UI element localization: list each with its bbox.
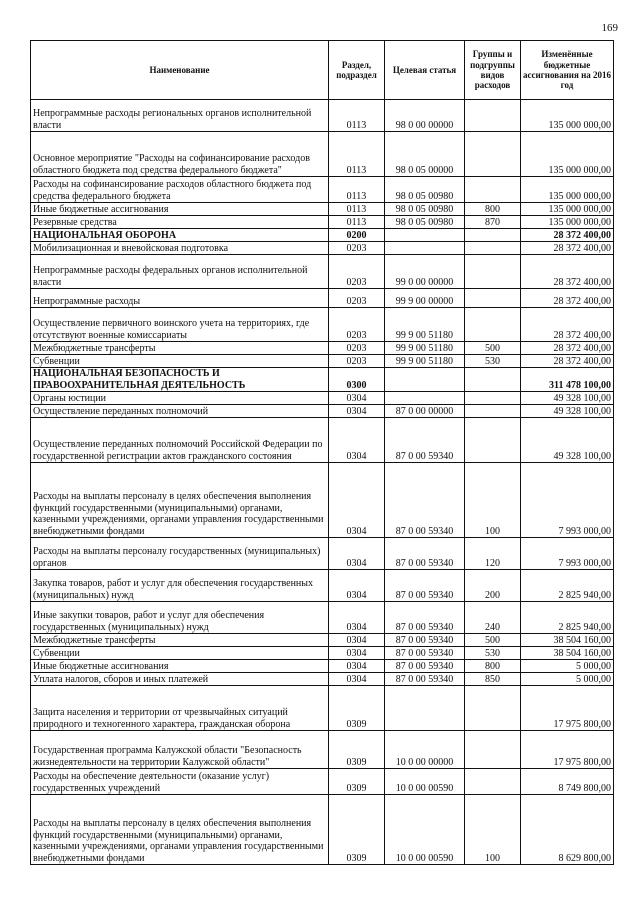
cell-name: Межбюджетные трансферты (31, 634, 329, 647)
cell-group: 530 (465, 647, 521, 660)
table-row (31, 100, 614, 132)
table-row (31, 255, 614, 289)
cell-amount: 135 000 000,00 (521, 216, 614, 229)
cell-amount: 49 328 100,00 (521, 405, 614, 418)
cell-target: 87 0 00 59340 (385, 673, 465, 686)
cell-amount: 7 993 000,00 (521, 538, 614, 570)
cell-target (385, 686, 465, 731)
cell-target: 99 9 00 51180 (385, 308, 465, 342)
cell-section: 0304 (329, 673, 385, 686)
cell-section: 0304 (329, 634, 385, 647)
cell-target: 99 0 00 00000 (385, 255, 465, 289)
cell-name: Защита населения и территории от чрезвычайных ситуаций природного и техногенного характера, гражданская оборона (31, 686, 329, 731)
cell-amount: 28 372 400,00 (521, 229, 614, 242)
cell-group (465, 177, 521, 203)
cell-section: 0304 (329, 538, 385, 570)
cell-section: 0113 (329, 216, 385, 229)
cell-amount: 8 629 800,00 (521, 795, 614, 865)
cell-amount: 2 825 940,00 (521, 570, 614, 602)
cell-section: 0309 (329, 686, 385, 731)
cell-target: 87 0 00 59340 (385, 660, 465, 673)
table-row (31, 602, 614, 634)
cell-amount: 5 000,00 (521, 673, 614, 686)
cell-group: 100 (465, 795, 521, 865)
table-row (31, 229, 614, 242)
table-row (31, 570, 614, 602)
table-row (31, 355, 614, 368)
cell-group (465, 132, 521, 177)
table-row (31, 686, 614, 731)
cell-target: 99 9 00 51180 (385, 342, 465, 355)
cell-amount: 2 825 940,00 (521, 602, 614, 634)
table-row (31, 242, 614, 255)
cell-target: 99 9 00 00000 (385, 289, 465, 308)
header-amount: Изменённые бюджетные ассигнования на 2016 год (521, 41, 614, 100)
cell-group (465, 731, 521, 769)
cell-name: Государственная программа Калужской области "Безопасность жизнедеятельности на территории Калужской области" (31, 731, 329, 769)
cell-target: 98 0 05 00980 (385, 216, 465, 229)
cell-section: 0309 (329, 731, 385, 769)
table-row (31, 132, 614, 177)
cell-name: Расходы на выплаты персоналу в целях обеспечения выполнения функций государственными (муниципальными) органами, казенными учреждениями, органами управления государственными внебюджетными фондами (31, 463, 329, 538)
table-row (31, 216, 614, 229)
cell-group: 500 (465, 342, 521, 355)
cell-name: Иные закупки товаров, работ и услуг для обеспечения государственных (муниципальных) нужд (31, 602, 329, 634)
cell-target: 98 0 05 00980 (385, 177, 465, 203)
header-name: Наименование (31, 41, 329, 100)
cell-section: 0203 (329, 289, 385, 308)
cell-section: 0113 (329, 132, 385, 177)
cell-section: 0203 (329, 355, 385, 368)
cell-name: Осуществление переданных полномочий (31, 405, 329, 418)
cell-amount: 38 504 160,00 (521, 634, 614, 647)
table-body (31, 100, 614, 865)
budget-table (30, 40, 614, 865)
cell-section: 0309 (329, 795, 385, 865)
cell-section: 0304 (329, 392, 385, 405)
cell-name: Расходы на выплаты персоналу в целях обеспечения выполнения функций государственными (муниципальными) органами, казенными учреждениями, органами управления государственными внебюджетными фондами (31, 795, 329, 865)
cell-amount: 28 372 400,00 (521, 355, 614, 368)
cell-group (465, 255, 521, 289)
cell-target: 99 9 00 51180 (385, 355, 465, 368)
cell-name: Межбюджетные трансферты (31, 342, 329, 355)
table-row (31, 405, 614, 418)
cell-group: 800 (465, 660, 521, 673)
cell-amount: 8 749 800,00 (521, 769, 614, 795)
cell-target: 87 0 00 59340 (385, 570, 465, 602)
table-header-row (31, 41, 614, 100)
cell-name: Осуществление первичного воинского учета на территориях, где отсутствуют военные комиссариаты (31, 308, 329, 342)
cell-group (465, 392, 521, 405)
cell-amount: 311 478 100,00 (521, 368, 614, 392)
cell-amount: 49 328 100,00 (521, 418, 614, 463)
cell-target: 98 0 05 00980 (385, 203, 465, 216)
cell-section: 0113 (329, 177, 385, 203)
table-row (31, 203, 614, 216)
table-row (31, 308, 614, 342)
cell-target: 98 0 05 00000 (385, 132, 465, 177)
cell-name: Непрограммные расходы региональных органов исполнительной власти (31, 100, 329, 132)
cell-name: Непрограммные расходы (31, 289, 329, 308)
cell-amount: 135 000 000,00 (521, 203, 614, 216)
cell-target: 87 0 00 59340 (385, 463, 465, 538)
cell-name: Органы юстиции (31, 392, 329, 405)
cell-group: 850 (465, 673, 521, 686)
cell-group: 530 (465, 355, 521, 368)
page-number: 169 (601, 22, 618, 34)
cell-section: 0304 (329, 647, 385, 660)
cell-group: 100 (465, 463, 521, 538)
cell-section: 0304 (329, 660, 385, 673)
cell-amount: 49 328 100,00 (521, 392, 614, 405)
cell-amount: 5 000,00 (521, 660, 614, 673)
header-section: Раздел, подраздел (329, 41, 385, 100)
cell-section: 0113 (329, 203, 385, 216)
header-target: Целевая статья (385, 41, 465, 100)
cell-target (385, 229, 465, 242)
cell-name: НАЦИОНАЛЬНАЯ БЕЗОПАСНОСТЬ И ПРАВООХРАНИТЕЛЬНАЯ ДЕЯТЕЛЬНОСТЬ (31, 368, 329, 392)
table-row (31, 647, 614, 660)
cell-target: 87 0 00 59340 (385, 418, 465, 463)
cell-name: Иные бюджетные ассигнования (31, 660, 329, 673)
table-row (31, 660, 614, 673)
cell-group (465, 418, 521, 463)
cell-target: 87 0 00 59340 (385, 634, 465, 647)
cell-amount: 135 000 000,00 (521, 132, 614, 177)
table-row (31, 177, 614, 203)
cell-amount: 7 993 000,00 (521, 463, 614, 538)
cell-group (465, 368, 521, 392)
table-row (31, 289, 614, 308)
cell-section: 0113 (329, 100, 385, 132)
cell-amount: 38 504 160,00 (521, 647, 614, 660)
table-row (31, 673, 614, 686)
cell-name: Основное мероприятие "Расходы на софинансирование расходов областного бюджета под средства федерального бюджета" (31, 132, 329, 177)
cell-target (385, 242, 465, 255)
table-row (31, 538, 614, 570)
cell-amount: 135 000 000,00 (521, 177, 614, 203)
table-row (31, 769, 614, 795)
cell-group (465, 100, 521, 132)
header-group: Группы и подгруппы видов расходов (465, 41, 521, 100)
cell-amount: 28 372 400,00 (521, 342, 614, 355)
cell-target: 87 0 00 59340 (385, 538, 465, 570)
cell-section: 0304 (329, 602, 385, 634)
cell-group: 120 (465, 538, 521, 570)
table-row (31, 634, 614, 647)
table-row (31, 342, 614, 355)
cell-section: 0203 (329, 242, 385, 255)
cell-name: Резервные средства (31, 216, 329, 229)
cell-group (465, 405, 521, 418)
cell-name: Расходы на софинансирование расходов областного бюджета под средства федерального бюджета (31, 177, 329, 203)
cell-name: Субвенции (31, 647, 329, 660)
cell-amount: 17 975 800,00 (521, 731, 614, 769)
cell-group: 200 (465, 570, 521, 602)
cell-section: 0304 (329, 463, 385, 538)
cell-target: 87 0 00 00000 (385, 405, 465, 418)
cell-name: Уплата налогов, сборов и иных платежей (31, 673, 329, 686)
table-row (31, 418, 614, 463)
cell-section: 0203 (329, 255, 385, 289)
cell-amount: 28 372 400,00 (521, 289, 614, 308)
cell-name: Расходы на выплаты персоналу государственных (муниципальных) органов (31, 538, 329, 570)
cell-target: 10 0 00 00000 (385, 731, 465, 769)
table-row (31, 731, 614, 769)
cell-section: 0203 (329, 342, 385, 355)
cell-name: Субвенции (31, 355, 329, 368)
cell-section: 0309 (329, 769, 385, 795)
cell-target: 10 0 00 00590 (385, 769, 465, 795)
cell-section: 0300 (329, 368, 385, 392)
cell-group: 240 (465, 602, 521, 634)
cell-target (385, 368, 465, 392)
cell-group (465, 686, 521, 731)
cell-target (385, 392, 465, 405)
cell-group: 870 (465, 216, 521, 229)
cell-target: 10 0 00 00590 (385, 795, 465, 865)
table-row (31, 392, 614, 405)
cell-name: Непрограммные расходы федеральных органов исполнительной власти (31, 255, 329, 289)
cell-group (465, 229, 521, 242)
cell-amount: 135 000 000,00 (521, 100, 614, 132)
table-row (31, 795, 614, 865)
cell-section: 0304 (329, 418, 385, 463)
cell-section: 0203 (329, 308, 385, 342)
cell-name: Мобилизационная и вневойсковая подготовка (31, 242, 329, 255)
cell-group (465, 308, 521, 342)
cell-group: 500 (465, 634, 521, 647)
cell-name: Закупка товаров, работ и услуг для обеспечения государственных (муниципальных) нужд (31, 570, 329, 602)
cell-name: НАЦИОНАЛЬНАЯ ОБОРОНА (31, 229, 329, 242)
cell-name: Иные бюджетные ассигнования (31, 203, 329, 216)
cell-section: 0200 (329, 229, 385, 242)
cell-section: 0304 (329, 570, 385, 602)
cell-group (465, 289, 521, 308)
cell-amount: 28 372 400,00 (521, 308, 614, 342)
table-row (31, 368, 614, 392)
cell-name: Осуществление переданных полномочий Российской Федерации по государственной регистрации актов гражданского состояния (31, 418, 329, 463)
cell-target: 87 0 00 59340 (385, 647, 465, 660)
cell-amount: 17 975 800,00 (521, 686, 614, 731)
cell-section: 0304 (329, 405, 385, 418)
table-row (31, 463, 614, 538)
cell-group (465, 769, 521, 795)
cell-name: Расходы на обеспечение деятельности (оказание услуг) государственных учреждений (31, 769, 329, 795)
cell-target: 87 0 00 59340 (385, 602, 465, 634)
cell-amount: 28 372 400,00 (521, 255, 614, 289)
cell-amount: 28 372 400,00 (521, 242, 614, 255)
cell-group: 800 (465, 203, 521, 216)
cell-group (465, 242, 521, 255)
cell-target: 98 0 00 00000 (385, 100, 465, 132)
